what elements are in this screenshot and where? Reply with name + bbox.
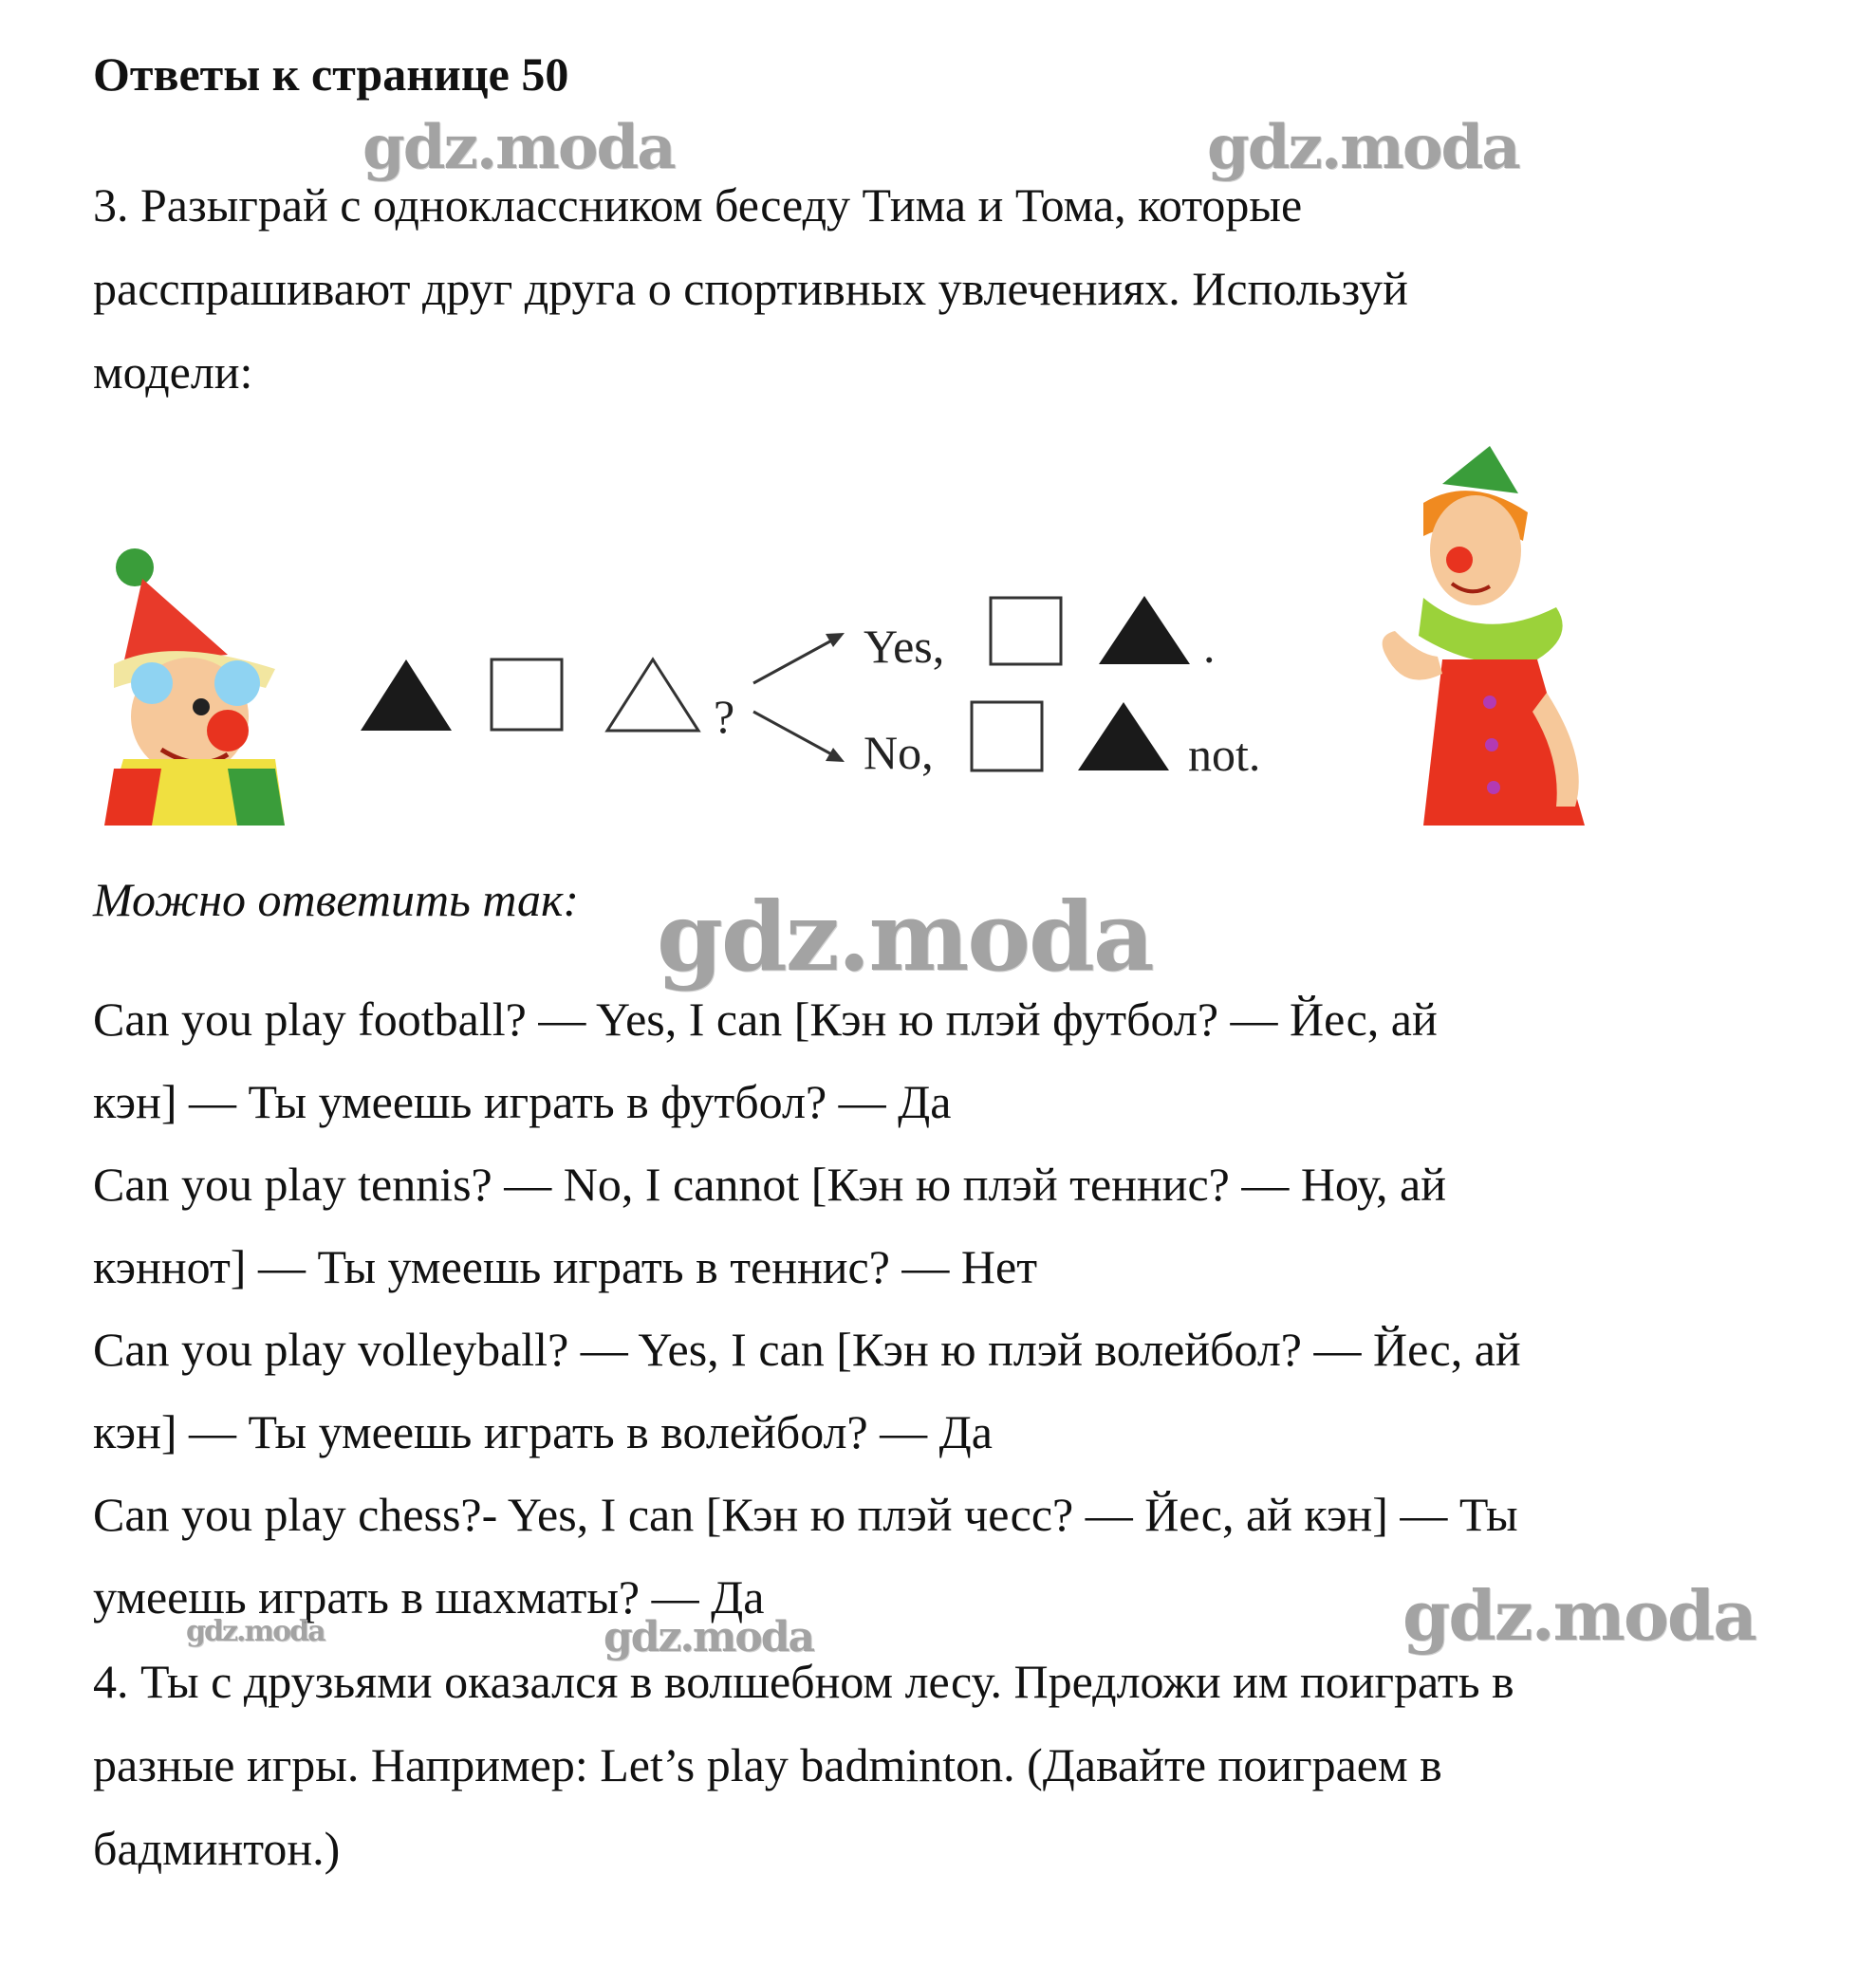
empty-square-1 — [492, 659, 562, 730]
task3-line2: расспрашивают друг друга о спортивных увлечениях. Используй — [93, 262, 1408, 315]
task4-line2: разные игры. Например: Let’s play badminton. (Давайте поиграем в — [93, 1738, 1442, 1791]
watermark: gdz.moda — [1207, 112, 1519, 183]
solid-triangle-1 — [361, 659, 452, 731]
model-yes: Yes, — [864, 620, 945, 673]
solid-triangle-3 — [1078, 702, 1169, 770]
outline-triangle — [607, 659, 698, 731]
answer-line-8: умеешь играть в шахматы? — Да — [93, 1570, 765, 1624]
right-clown-picture — [1383, 446, 1585, 826]
task3-line3: модели: — [93, 345, 253, 399]
model-not: not. — [1188, 728, 1261, 781]
task4-line1: 4. Ты с друзьями оказался в волшебном лесу. Предложи им поиграть в — [93, 1655, 1514, 1708]
branch-arrows — [753, 633, 845, 762]
task3-line1: 3. Разыграй с одноклассником беседу Тима и Тома, которые — [93, 178, 1303, 232]
watermark: gdz.moda — [657, 881, 1153, 993]
empty-square-2 — [991, 598, 1061, 664]
watermark: gdz.moda — [1402, 1575, 1755, 1656]
model-illustration — [95, 446, 1708, 826]
task4-line3: бадминтон.) — [93, 1822, 341, 1875]
answer-line-2: кэн] — Ты умеешь играть в футбол? — Да — [93, 1075, 952, 1128]
model-period: . — [1203, 620, 1216, 673]
answer-line-7: Can you play chess?- Yes, I can [Кэн ю плэй чесс? — Йес, ай кэн] — Ты — [93, 1488, 1518, 1541]
question-mark: ? — [714, 690, 735, 743]
left-clown-picture — [104, 548, 285, 826]
solid-triangle-2 — [1099, 596, 1190, 664]
answer-line-6: кэн] — Ты умеешь играть в волейбол? — Да — [93, 1405, 993, 1458]
watermark: gdz.moda — [186, 1615, 325, 1648]
answer-intro: Можно ответить так: — [93, 873, 580, 926]
empty-square-3 — [972, 702, 1042, 770]
answer-line-4: кэннот] — Ты умеешь играть в теннис? — Нет — [93, 1240, 1038, 1293]
answer-line-3: Can you play tennis? — No, I cannot [Кэн ю плэй теннис? — Ноу, ай — [93, 1158, 1446, 1211]
model-no: No, — [864, 726, 934, 779]
answer-line-5: Can you play volleyball? — Yes, I can [Кэн ю плэй волейбол? — Йес, ай — [93, 1323, 1521, 1376]
answer-line-1: Can you play football? — Yes, I can [Кэн ю плэй футбол? — Йес, ай — [93, 993, 1438, 1046]
page-title: Ответы к странице 50 — [93, 47, 569, 101]
watermark: gdz.moda — [604, 1613, 814, 1661]
watermark: gdz.moda — [362, 112, 675, 183]
